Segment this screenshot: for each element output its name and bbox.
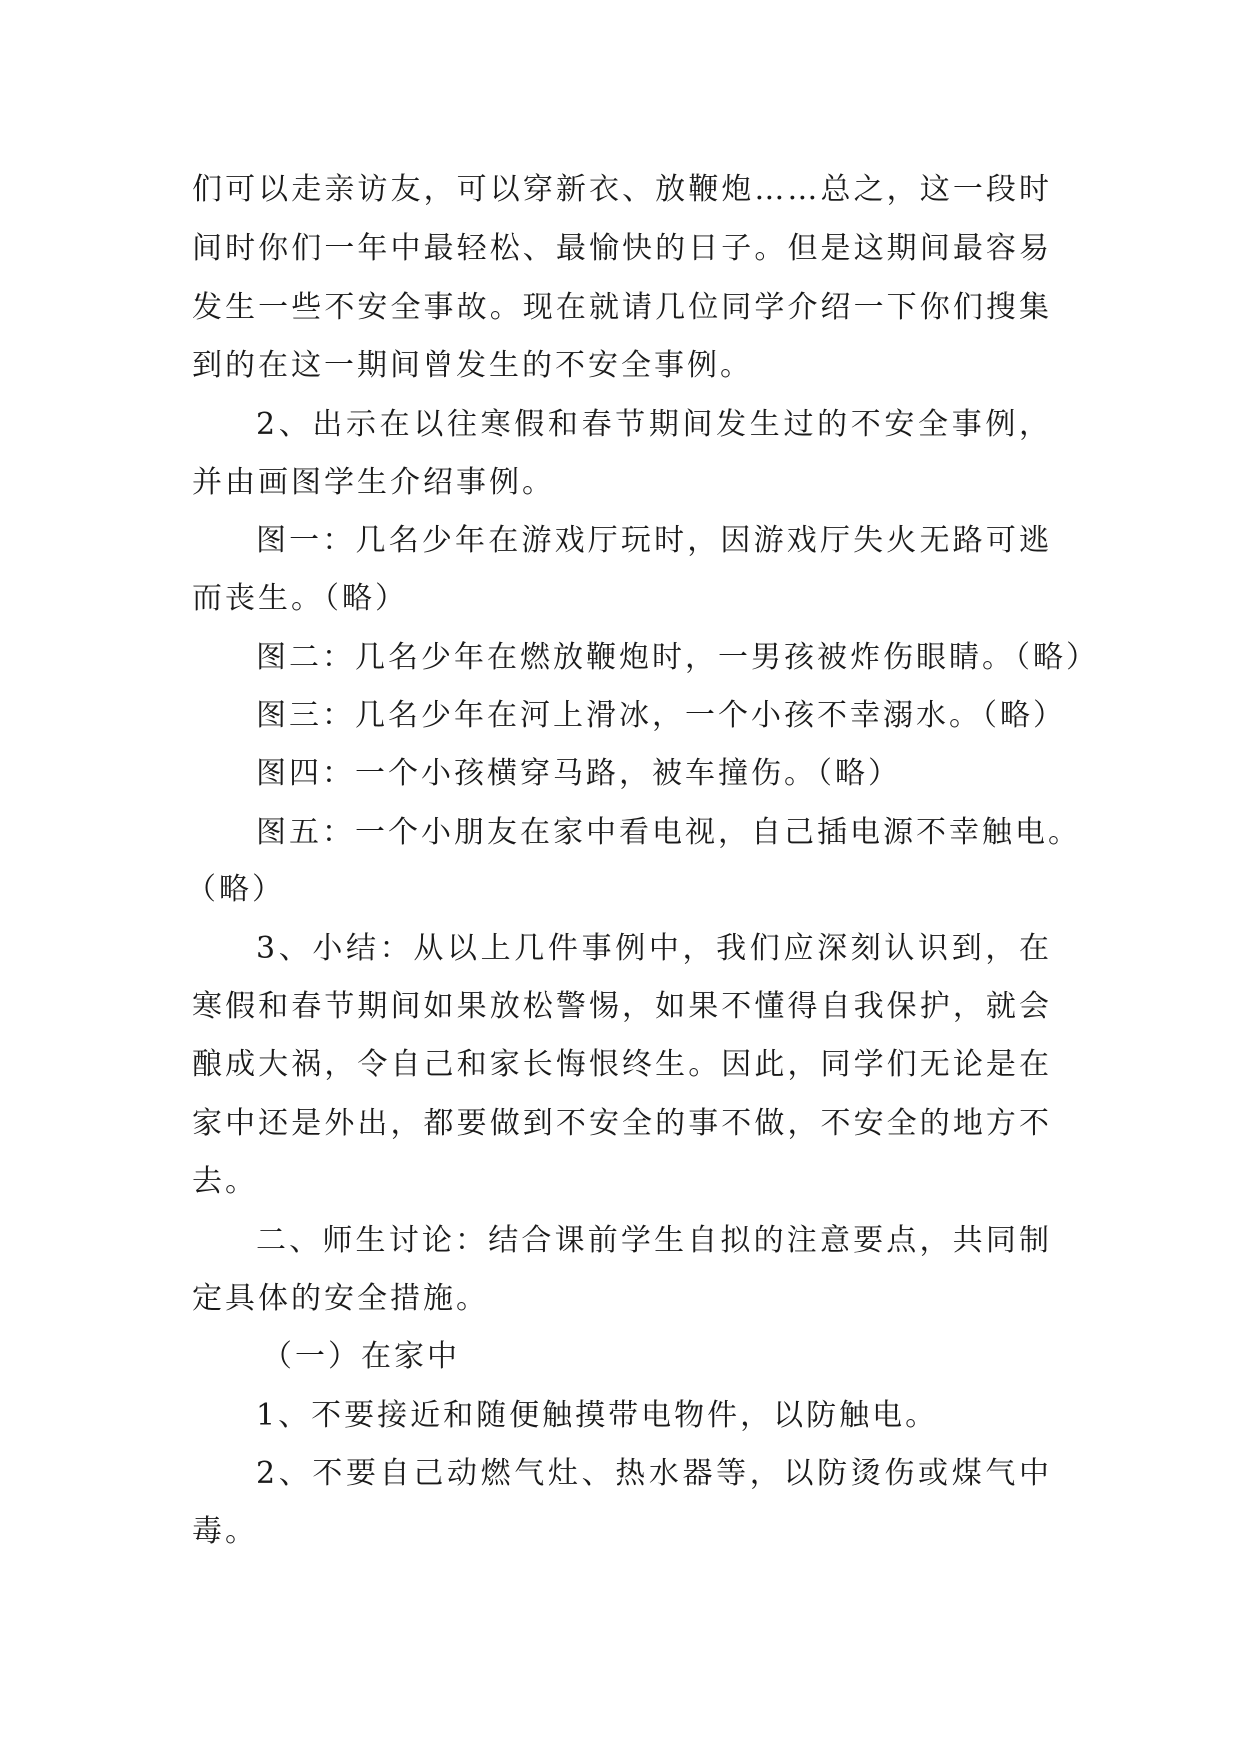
text-line: 图三：几名少年在河上滑冰，一个小孩不幸溺水。（略）	[256, 698, 1066, 733]
text-line: 图二：几名少年在燃放鞭炮时，一男孩被炸伤眼睛。（略）	[256, 640, 1099, 675]
text-line: 1、不要接近和随便触摸带电物件，以防触电。	[256, 1398, 939, 1433]
text-line: 图一：几名少年在游戏厅玩时，因游戏厅失火无路可逃	[256, 523, 1052, 558]
text-line: 2、出示在以往寒假和春节期间发生过的不安全事例，	[256, 407, 1052, 442]
section-heading: （一）在家中	[262, 1339, 460, 1374]
text-line: 到的在这一期间曾发生的不安全事例。	[192, 348, 753, 383]
text-line: 定具体的安全措施。	[192, 1281, 489, 1316]
text-line: 酿成大祸，令自己和家长悔恨终生。因此，同学们无论是在	[192, 1047, 1052, 1082]
text-line: 毒。	[192, 1514, 258, 1549]
text-line: 2、不要自己动燃气灶、热水器等，以防烫伤或煤气中	[256, 1456, 1052, 1491]
text-line: 而丧生。（略）	[192, 581, 408, 616]
text-line: 们可以走亲访友，可以穿新衣、放鞭炮……总之，这一段时	[192, 172, 1052, 207]
text-line: 图五：一个小朋友在家中看电视，自己插电源不幸触电。	[256, 815, 1081, 850]
text-line: （略）	[186, 872, 285, 907]
text-line: 发生一些不安全事故。现在就请几位同学介绍一下你们搜集	[192, 290, 1052, 325]
text-line: 二、师生讨论：结合课前学生自拟的注意要点，共同制	[256, 1223, 1052, 1258]
text-line: 并由画图学生介绍事例。	[192, 465, 555, 500]
text-line: 家中还是外出，都要做到不安全的事不做，不安全的地方不	[192, 1106, 1052, 1141]
text-line: 3、小结：从以上几件事例中，我们应深刻认识到，在	[256, 931, 1052, 966]
text-line: 间时你们一年中最轻松、最愉快的日子。但是这期间最容易	[192, 231, 1052, 266]
text-line: 图四：一个小孩横穿马路，被车撞伤。（略）	[256, 756, 901, 791]
text-line: 去。	[192, 1164, 258, 1199]
text-line: 寒假和春节期间如果放松警惕，如果不懂得自我保护，就会	[192, 989, 1052, 1024]
